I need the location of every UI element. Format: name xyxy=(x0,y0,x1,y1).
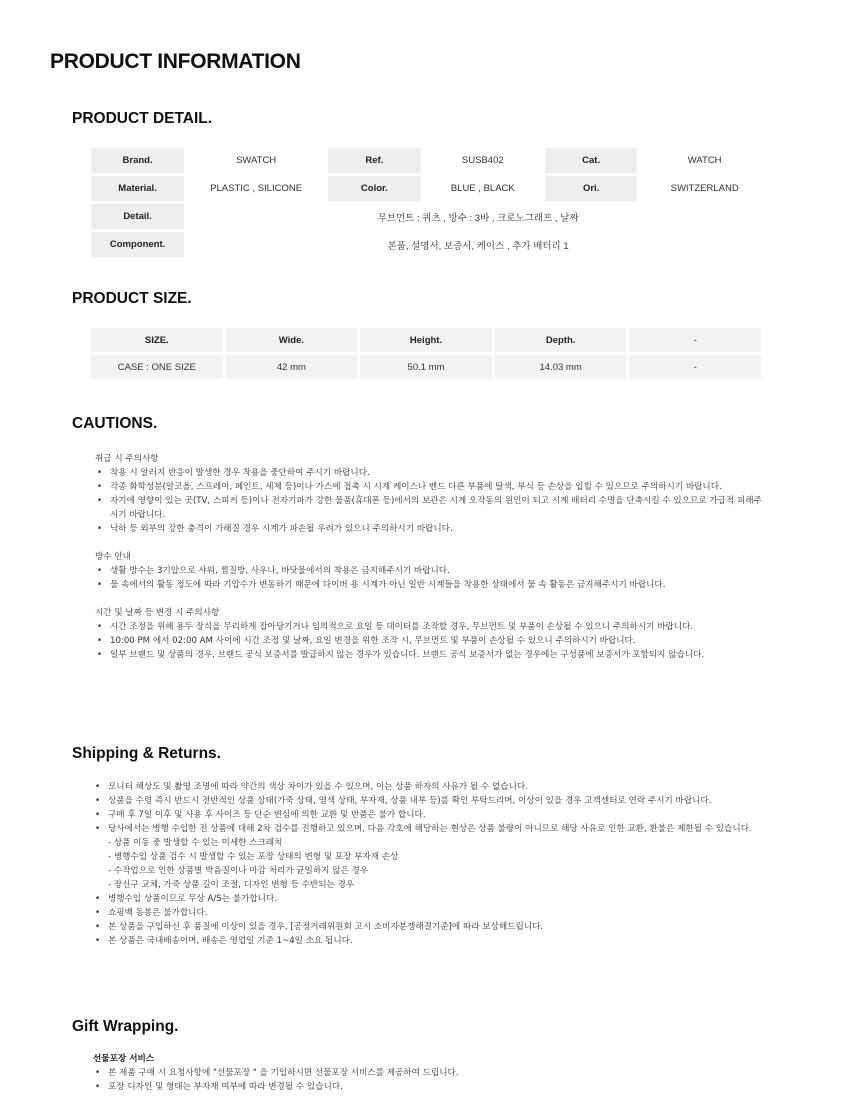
list-item: • 시간 조정을 위해 용두 장식을 무리하게 잡아당기거나 임의적으로 요일 등 데이터를 조작할 경우, 무브먼트 및 부품이 손상될 수 있으니 주의하시기 바랍니다. xyxy=(95,620,767,634)
depth-value: 14.03 mm xyxy=(495,355,627,379)
size-value: CASE : ONE SIZE xyxy=(91,355,223,379)
page-title: PRODUCT INFORMATION xyxy=(50,50,301,73)
table-row xyxy=(91,355,761,379)
detail-label: Detail. xyxy=(91,204,184,229)
brand-label: Brand. xyxy=(91,148,184,173)
height-header: Height. xyxy=(360,328,492,352)
ref-value: SUSB402 xyxy=(424,148,542,173)
time-title: 시간 및 날짜 등 변경 시 주의사항 xyxy=(95,608,220,618)
list-item: • 당사에서는 병행 수입한 전 상품에 대해 2차 검수를 진행하고 있으며, 다음 각호에 해당하는 현상은 상품 불량이 아니므로 해당 사유로 인한 교환, 환불은 제한될 수 있습니다. xyxy=(93,822,765,836)
water-list xyxy=(95,564,767,592)
list-item: • 각종 화학성분(알코올, 스프레이, 페인트, 세제 등)이나 가스에 접촉 시 시계 케이스나 밴드 다른 부품에 탈색, 부식 등 손상을 입힐 수 있으므로 주의하시기 바랍니다. xyxy=(95,480,767,494)
list-item: • 병행수입 상품이므로 무상 A/S는 불가합니다. xyxy=(93,892,765,906)
gift-subtitle: 선물포장 서비스 xyxy=(93,1054,155,1064)
list-item: • 본 제품 구매 시 요청사항에 "선물포장 " 을 기입하시면 선물포장 서비스를 제공하여 드립니다. xyxy=(93,1066,765,1080)
size-header: SIZE. xyxy=(91,328,223,352)
extra-value: - xyxy=(629,355,761,379)
list-item: • 포장 디자인 및 형태는 부자재 여부에 따라 변경될 수 있습니다. xyxy=(93,1080,765,1094)
sub-list-item: - 상품 이동 중 발생할 수 있는 미세한 스크래치 xyxy=(108,838,283,848)
table-row xyxy=(91,148,769,173)
gift-content xyxy=(93,1052,765,1094)
origin-value: SWITZERLAND xyxy=(640,176,769,201)
list-item: • 모니터 해상도 및 촬영 조명에 따라 약간의 색상 차이가 있을 수 있으며, 이는 상품 하자의 사유가 될 수 없습니다. xyxy=(93,780,765,794)
sub-list-item: - 병행수입 상품 검수 시 발생할 수 있는 포장 상태의 변형 및 포장 부자재 손상 xyxy=(108,852,399,862)
table-row xyxy=(91,232,769,257)
cat-label: Cat. xyxy=(545,148,637,173)
table-row xyxy=(91,176,769,201)
list-item: • 낙하 등 외부의 강한 충격이 가해질 경우 시계가 파손될 우려가 있으니 주의하시기 바랍니다. xyxy=(95,522,767,536)
wide-value: 42 mm xyxy=(226,355,358,379)
brand-value: SWATCH xyxy=(187,148,325,173)
component-value: 본품, 설명서, 보증서, 케이스 , 추가 배터리 1 xyxy=(187,232,769,257)
water-title: 방수 안내 xyxy=(95,552,131,562)
time-list xyxy=(95,620,767,662)
list-item: • 쇼핑백 동봉은 불가합니다. xyxy=(93,906,765,920)
list-item: • 착용 시 알러지 반응이 발생한 경우 착용을 중단하여 주시기 바랍니다. xyxy=(95,466,767,480)
color-value: BLUE , BLACK xyxy=(424,176,542,201)
list-item: • 본 상품을 구입하신 후 품질에 이상이 있을 경우, [공정거래위원회 고시 소비자분쟁해결기준]에 따라 보상해드립니다. xyxy=(93,920,765,934)
handling-list xyxy=(95,466,767,536)
gift-list xyxy=(93,1066,765,1094)
shipping-content xyxy=(93,780,765,948)
product-size-table xyxy=(88,325,764,382)
list-item: • 일부 브랜드 및 상품의 경우, 브랜드 공식 보증서를 발급하지 않는 경우가 있습니다. 브랜드 공식 보증서가 없는 경우에는 구성품에 보증서가 포함되지 않습니다. xyxy=(95,648,767,662)
sub-list-item: - 장신구 교체, 가죽 상품 길이 조절, 디자인 변형 등 수반되는 경우 xyxy=(108,880,355,890)
cautions-heading: CAUTIONS. xyxy=(72,415,158,432)
gift-heading: Gift Wrapping. xyxy=(72,1018,179,1035)
table-row xyxy=(91,328,761,352)
extra-header: - xyxy=(629,328,761,352)
component-label: Component. xyxy=(91,232,184,257)
material-label: Material. xyxy=(91,176,184,201)
list-item: • 자기에 영향이 있는 곳(TV, 스피커 등)이나 전자기파가 강한 물품(휴대폰 등)에서의 보관은 시계 오작동의 원인이 되고 시계 배터리 수명을 단축시킬 수 있으므로 가급적 피해주시기 바랍니다. xyxy=(95,494,767,522)
color-label: Color. xyxy=(328,176,421,201)
product-size-heading: PRODUCT SIZE. xyxy=(72,290,192,307)
table-row xyxy=(91,204,769,229)
list-item: • 구매 후 7일 이후 및 사용 후 사이즈 등 단순 변심에 의한 교환 및 반품은 불가 합니다. xyxy=(93,808,765,822)
product-detail-heading: PRODUCT DETAIL. xyxy=(72,110,213,127)
cat-value: WATCH xyxy=(640,148,769,173)
list-item: • 물 속에서의 활동 정도에 따라 기압수가 변동하기 때문에 다이버 용 시계가 아닌 일반 시계들을 착용한 상태에서 물 속 활동은 금지해주시기 바랍니다. xyxy=(95,578,767,592)
material-value: PLASTIC , SILICONE xyxy=(187,176,325,201)
list-item: • 10:00 PM 에서 02:00 AM 사이에 시간 조정 및 날짜, 요일 변경을 위한 조작 시, 무브먼트 및 부품이 손상될 수 있으니 주의하시기 바랍니다. xyxy=(95,634,767,648)
height-value: 50.1 mm xyxy=(360,355,492,379)
origin-label: Ori. xyxy=(545,176,637,201)
list-item: • 상품을 수령 즉시 반드시 전반적인 상품 상태(가죽 상태, 염색 상태, 부자재, 상품 내부 등)를 확인 부탁드리며, 이상이 있을 경우 고객센터로 연락 주시기 바랍니다. xyxy=(93,794,765,808)
cautions-content xyxy=(95,452,767,662)
ref-label: Ref. xyxy=(328,148,421,173)
handling-title: 취급 시 주의사항 xyxy=(95,454,159,464)
wide-header: Wide. xyxy=(226,328,358,352)
sub-list-item: - 수작업으로 인한 상품별 박음질이나 마감 처리가 균일하지 않은 경우 xyxy=(108,866,369,876)
product-detail-table xyxy=(88,145,772,260)
shipping-list xyxy=(93,780,765,948)
list-item: • 본 상품은 국내배송이며, 배송은 영업일 기준 1~4일 소요 됩니다. xyxy=(93,934,765,948)
depth-header: Depth. xyxy=(495,328,627,352)
shipping-heading: Shipping & Returns. xyxy=(72,745,221,762)
detail-value: 무브먼트 : 쿼츠 , 방수 : 3바 , 크로노그래프 , 날짜 xyxy=(187,204,769,229)
list-item: • 생활 방수는 3기압으로 샤워, 찜질방, 사우나, 바닷물에서의 착용은 금지해주시기 바랍니다. xyxy=(95,564,767,578)
